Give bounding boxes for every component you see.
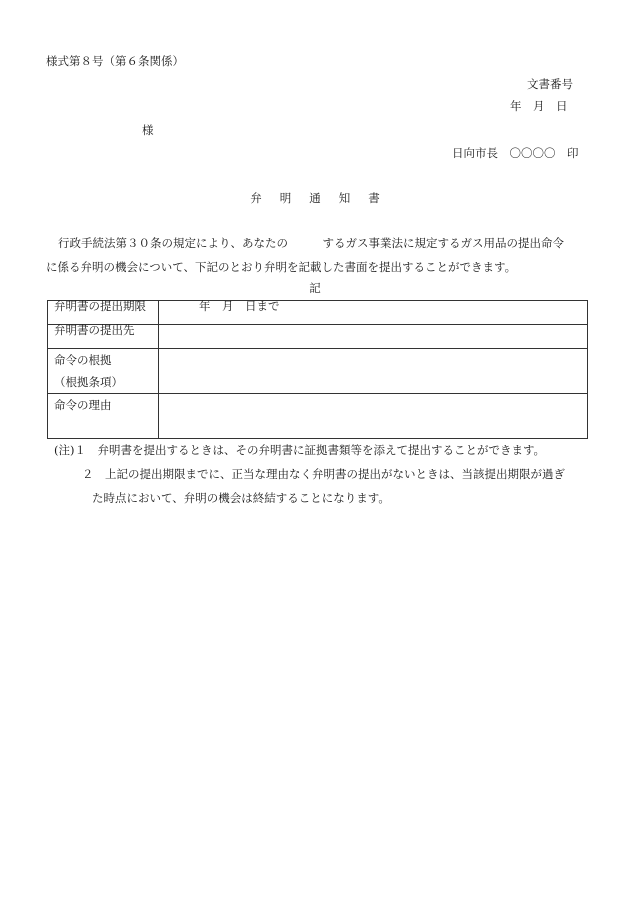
note-2-line-1: ２ 上記の提出期限までに、正当な理由なく弁明書の提出がないときは、当該提出期限が過ぎ [82,467,565,481]
issuer: 日向市長 〇〇〇〇 印 [452,146,579,160]
reason-value[interactable] [159,394,588,439]
title-char: 書 [368,191,380,205]
document-title [0,193,630,205]
ki-heading: 記 [309,281,321,295]
note-1: (注)１ 弁明書を提出するときは、その弁明書に証拠書類等を添えて提出することができます。 [54,443,546,457]
deadline-label: 弁明書の提出期限 [48,301,159,325]
details-table [47,300,588,439]
table-row [48,349,588,394]
table-row [48,394,588,439]
title-char: 通 [309,191,321,205]
deadline-value-text: 年 月 日まで [199,299,280,313]
table-row [48,301,588,325]
document-number-label: 文書番号 [527,77,573,91]
body-paragraph-line-2: に係る弁明の機会について、下記のとおり弁明を記載した書面を提出することができます。 [46,260,517,274]
deadline-value[interactable] [159,301,588,325]
basis-value[interactable] [159,349,588,394]
basis-label-line-2: （根拠条項） [54,375,123,389]
title-char: 知 [338,191,351,205]
table-row [48,325,588,349]
note-2-line-2: た時点において、弁明の機会は終結することになります。 [92,491,390,505]
basis-label-line-1: 命令の根拠 [54,353,112,367]
basis-label [48,349,159,394]
form-number: 様式第８号（第６条関係） [46,54,184,68]
title-char: 弁 [250,191,262,205]
reason-label-text: 命令の理由 [54,398,112,412]
reason-label [48,394,159,439]
title-char: 明 [279,191,292,205]
destination-label: 弁明書の提出先 [48,325,159,349]
destination-value[interactable] [159,325,588,349]
addressee: 様 [142,123,154,137]
body-paragraph-line-1: 行政手続法第３０条の規定により、あなたの するガス事業法に規定するガス用品の提出命令 [58,236,564,250]
date-line: 年 月 日 [510,99,568,113]
